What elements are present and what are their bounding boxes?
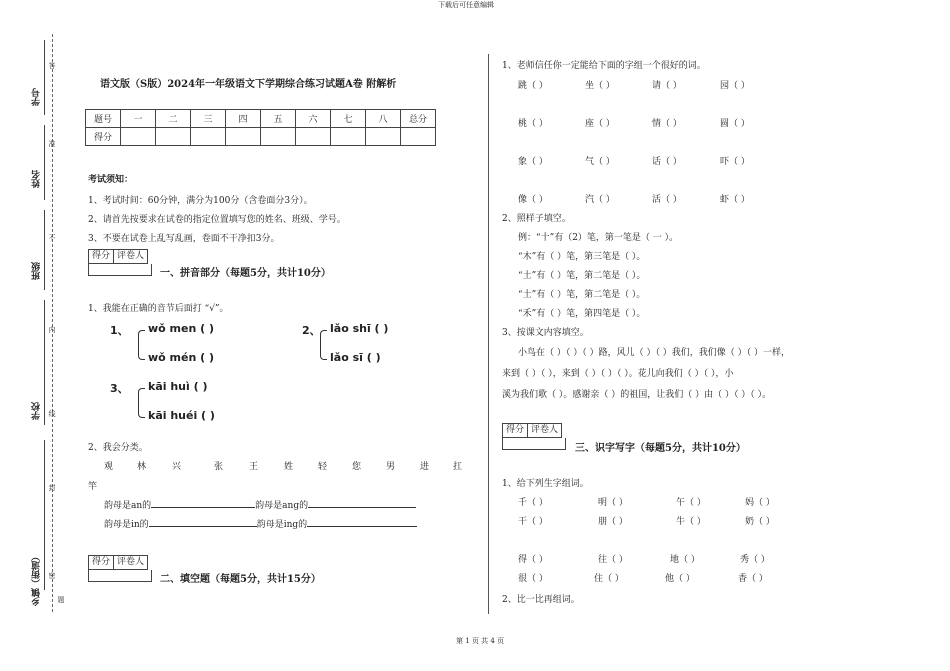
classify-line-label: 韵母是ang的 xyxy=(255,501,309,511)
score-input-cell[interactable] xyxy=(401,128,436,146)
word-blank[interactable]: 圆（ ） xyxy=(720,119,750,129)
word-blank[interactable]: 得（ ） xyxy=(518,555,548,565)
score-cell: 七 xyxy=(331,110,366,128)
cut-char: 线 xyxy=(48,410,56,417)
cut-char: 封 xyxy=(48,484,56,491)
cut-char: 不 xyxy=(48,234,56,241)
word-blank[interactable]: 很（ ） xyxy=(518,574,548,584)
word-blank[interactable]: 干（ ） xyxy=(518,517,548,527)
classify-answer-blank[interactable] xyxy=(307,517,417,527)
score-cell: 题号 xyxy=(86,110,121,128)
word-blank[interactable]: 他（ ） xyxy=(665,574,695,584)
grader-score-label: 得分 xyxy=(89,250,114,263)
classify-word: 兴 xyxy=(172,462,182,472)
word-blank[interactable]: 汽（ ） xyxy=(585,195,615,205)
pinyin-option[interactable]: wǒ men ( ) xyxy=(148,322,215,335)
word-blank[interactable]: 象（ ） xyxy=(518,157,548,167)
stroke-blank-line[interactable]: “土”有（ ）笔，第二笔是（ ）。 xyxy=(518,271,646,281)
stroke-blank-line[interactable]: “禾”有（ ）笔，第四笔是（ ）。 xyxy=(518,309,646,319)
classify-word: 您 xyxy=(352,462,362,472)
word-blank[interactable]: 气（ ） xyxy=(585,157,615,167)
score-input-cell[interactable] xyxy=(191,128,226,146)
margin-label-school: 学校 xyxy=(32,402,42,420)
word-blank[interactable]: 千（ ） xyxy=(518,498,548,508)
question-stem: 2、照样子填空。 xyxy=(502,214,571,224)
margin-label-name: 姓名 xyxy=(32,170,42,188)
margin-fill-line xyxy=(44,40,45,115)
word-blank[interactable]: 香（ ） xyxy=(738,574,768,584)
pinyin-option[interactable]: wǒ mén ( ) xyxy=(148,351,215,364)
classify-answer-blank[interactable] xyxy=(149,517,257,527)
margin-fill-line xyxy=(44,125,45,200)
classify-word: 进 xyxy=(420,462,430,472)
brace-icon xyxy=(138,388,145,418)
stroke-blank-line[interactable]: “木”有（ ）笔，第三笔是（ ）。 xyxy=(518,252,646,262)
brace-icon xyxy=(138,330,145,360)
word-blank[interactable]: 虾（ ） xyxy=(720,195,750,205)
question-stem: 2、我会分类。 xyxy=(88,443,148,453)
brace-icon xyxy=(320,330,327,360)
question-stem: 1、给下列生字组词。 xyxy=(502,479,589,489)
pinyin-option[interactable]: lǎo shī ( ) xyxy=(330,322,389,335)
word-blank[interactable]: 秀（ ） xyxy=(740,555,770,565)
word-blank[interactable]: 活（ ） xyxy=(652,195,682,205)
grader-reviewer-label: 评卷人 xyxy=(531,425,559,435)
classify-line-label: 韵母是ing的 xyxy=(256,520,308,530)
word-blank[interactable]: 牛（ ） xyxy=(676,517,706,527)
word-blank[interactable]: 跳（ ） xyxy=(518,81,548,91)
section-2-title: 二、填空题（每题5分，共计15分） xyxy=(160,574,321,585)
score-cell: 八 xyxy=(366,110,401,128)
classify-answer-blank[interactable] xyxy=(151,498,255,508)
classify-word: 竿 xyxy=(88,482,98,492)
word-blank[interactable]: 朋（ ） xyxy=(598,517,628,527)
page-footer: 第 1 页 共 4 页 xyxy=(456,637,505,645)
margin-label-student-id: 学号 xyxy=(32,88,42,106)
score-table-score-row xyxy=(86,128,436,146)
score-cell: 六 xyxy=(296,110,331,128)
score-input-cell[interactable] xyxy=(121,128,156,146)
classify-line-label: 韵母是an的 xyxy=(104,501,152,511)
column-divider xyxy=(488,54,489,614)
question-stem: 1、老师信任你一定能给下面的字组一个很好的词。 xyxy=(502,61,706,71)
word-blank[interactable]: 奶（ ） xyxy=(745,517,775,527)
score-cell: 得分 xyxy=(86,128,121,146)
classify-word: 男 xyxy=(386,462,396,472)
word-blank[interactable]: 坐（ ） xyxy=(585,81,615,91)
text-blank-line[interactable]: 小鸟在（ ）（ ）（ ）路，风儿（ ）（ ）我们，我们像（ ）（ ）一样， xyxy=(518,348,791,358)
pinyin-option[interactable]: kāi huéi ( ) xyxy=(148,409,215,422)
pinyin-group-number: 1、 xyxy=(110,324,129,337)
score-input-cell[interactable] xyxy=(331,128,366,146)
word-blank[interactable]: 桃（ ） xyxy=(518,119,548,129)
text-blank-line[interactable]: 溪为我们歌（ ）。感谢亲（ ）的祖国，让我们（ ）由（ ）（ ）（ ）。 xyxy=(502,390,772,400)
grader-box-blank[interactable] xyxy=(88,264,152,276)
score-cell: 一 xyxy=(121,110,156,128)
grader-reviewer-label: 评卷人 xyxy=(117,251,145,261)
score-cell: 总分 xyxy=(401,110,436,128)
margin-label-town: 乡镇（街道） xyxy=(32,552,42,606)
classify-line-label: 韵母是in的 xyxy=(104,520,149,530)
section-1-title: 一、拼音部分（每题5分，共计10分） xyxy=(160,268,331,279)
word-blank[interactable]: 座（ ） xyxy=(585,119,615,129)
cut-char: 准 xyxy=(48,140,56,147)
word-blank[interactable]: 午（ ） xyxy=(676,498,706,508)
question-stem: 1、我能在正确的音节后面打 “√”。 xyxy=(88,304,229,314)
classify-word: 张 xyxy=(214,462,224,472)
section-3-title: 三、识字写字（每题5分，共计10分） xyxy=(575,443,746,454)
cut-char: 密 xyxy=(48,572,56,579)
grader-box xyxy=(88,249,148,264)
grader-box-blank[interactable] xyxy=(502,438,566,450)
notice-item: 1、考试时间：60分钟，满分为100分（含卷面分3分）。 xyxy=(88,196,313,206)
margin-fill-line xyxy=(44,440,45,590)
header-note: 下载后可任意编辑 xyxy=(438,1,494,9)
cut-char: 题 xyxy=(57,596,65,603)
classify-word: 观 xyxy=(104,462,114,472)
score-input-cell[interactable] xyxy=(366,128,401,146)
classify-line xyxy=(104,517,417,530)
margin-fill-line xyxy=(44,300,45,425)
word-blank[interactable]: 地（ ） xyxy=(670,555,700,565)
notice-heading: 考试须知： xyxy=(88,175,134,185)
word-blank[interactable]: 话（ ） xyxy=(652,157,682,167)
score-input-cell[interactable] xyxy=(156,128,191,146)
pinyin-option[interactable]: kāi huì ( ) xyxy=(148,380,208,393)
question-stem: 3、按课文内容填空。 xyxy=(502,328,589,338)
classify-line xyxy=(104,498,416,511)
classify-answer-blank[interactable] xyxy=(308,498,416,508)
notice-item: 2、请首先按要求在试卷的指定位置填写您的姓名、班级、学号。 xyxy=(88,215,346,225)
word-blank[interactable]: 像（ ） xyxy=(518,195,548,205)
word-blank[interactable]: 请（ ） xyxy=(652,81,682,91)
word-blank[interactable]: 妈（ ） xyxy=(745,498,775,508)
classify-word: 王 xyxy=(249,462,259,472)
question-stem: 2、比一比再组词。 xyxy=(502,595,580,605)
score-cell: 三 xyxy=(191,110,226,128)
grader-box xyxy=(502,423,562,438)
margin-label-class: 班级 xyxy=(32,262,42,280)
pinyin-option[interactable]: lǎo sī ( ) xyxy=(330,351,381,364)
binding-dashed-line xyxy=(52,34,53,612)
classify-word: 姓 xyxy=(284,462,294,472)
grader-reviewer-label: 评卷人 xyxy=(117,557,145,567)
word-blank[interactable]: 住（ ） xyxy=(594,574,624,584)
margin-fill-line xyxy=(44,210,45,290)
grader-box xyxy=(88,555,148,570)
grader-box-blank[interactable] xyxy=(88,570,152,582)
classify-word: 林 xyxy=(137,462,147,472)
stroke-example: 例：“十”有（2）笔，第一笔是（ 一 ）。 xyxy=(518,233,679,243)
cut-char: 内 xyxy=(48,326,56,333)
score-cell: 四 xyxy=(226,110,261,128)
stroke-blank-line[interactable]: “土”有（ ）笔，第二笔是（ ）。 xyxy=(518,290,646,300)
word-blank[interactable]: 园（ ） xyxy=(720,81,750,91)
page-title: 语文版（S版）2024年一年级语文下学期综合练习试题A卷 附解析 xyxy=(100,79,397,90)
classify-word: 扛 xyxy=(453,462,463,472)
pinyin-group-number: 3、 xyxy=(110,382,129,395)
grader-score-label: 得分 xyxy=(89,556,114,569)
score-input-cell[interactable] xyxy=(296,128,331,146)
cut-char: 答 xyxy=(48,62,56,69)
pinyin-group-number: 2、 xyxy=(302,324,321,337)
word-blank[interactable]: 情（ ） xyxy=(652,119,682,129)
notice-item: 3、不要在试卷上乱写乱画，卷面不干净扣3分。 xyxy=(88,234,280,244)
score-table xyxy=(85,109,436,146)
classify-word: 轻 xyxy=(318,462,328,472)
score-cell: 五 xyxy=(261,110,296,128)
score-cell: 二 xyxy=(156,110,191,128)
word-blank[interactable]: 明（ ） xyxy=(598,498,628,508)
score-input-cell[interactable] xyxy=(261,128,296,146)
score-table-header-row xyxy=(86,110,436,128)
grader-score-label: 得分 xyxy=(503,424,528,437)
text-blank-line[interactable]: 来到（ ）（ ），来到（ ）（ ）（ ）。花儿向我们（ ）（ ），小 xyxy=(502,369,734,379)
score-input-cell[interactable] xyxy=(226,128,261,146)
word-blank[interactable]: 往（ ） xyxy=(598,555,628,565)
word-blank[interactable]: 吓（ ） xyxy=(720,157,750,167)
